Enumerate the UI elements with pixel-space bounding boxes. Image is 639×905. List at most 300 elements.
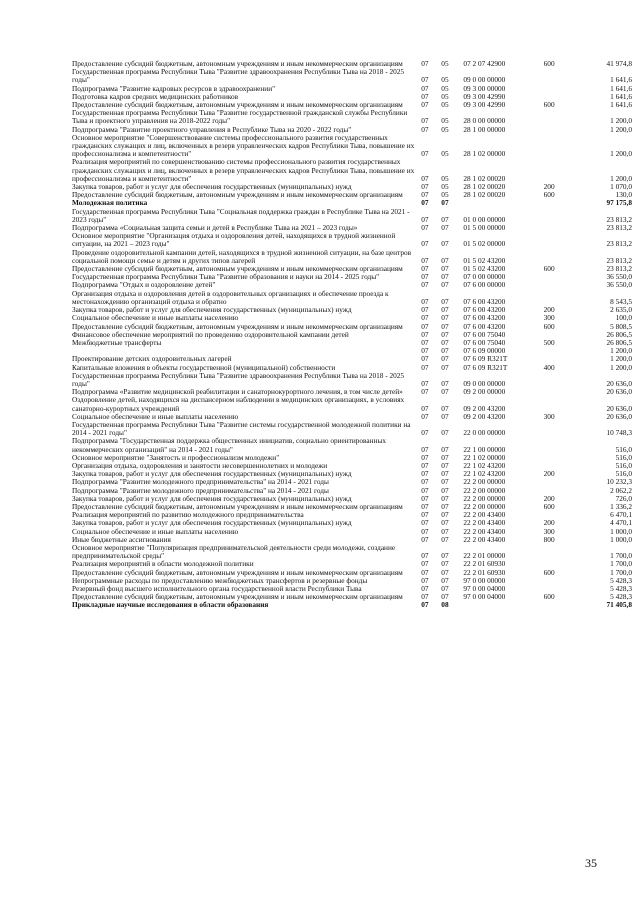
- row-target-article-code: 22 2 00 00000: [463, 501, 506, 511]
- row-target-article-code: 07 6 09 R321T: [463, 354, 508, 364]
- row-amount: 5 428,3: [610, 575, 632, 585]
- row-name: Подпрограмма «Социальная защита семьи и детей в Республике Тыва на 2021 – 2023 годы»: [72, 223, 358, 233]
- row-section-code: 07: [421, 387, 429, 397]
- row-amount: 10 232,3: [606, 477, 632, 487]
- row-section-code: 07: [421, 501, 429, 511]
- row-expense-type-code: [544, 372, 580, 388]
- row-target-article-code: 07 6 00 75040: [463, 329, 506, 339]
- row-section-code: 07: [421, 346, 429, 356]
- row-target-article-code: 09 2 00 00000: [463, 387, 506, 397]
- row-expense-type-code: [544, 577, 580, 585]
- row-amount: 20 636,0: [606, 387, 632, 397]
- row-expense-type-code: [544, 601, 580, 609]
- row-section-code: 07: [421, 477, 429, 487]
- row-section-code: 07: [421, 214, 429, 224]
- page-number: 35: [585, 856, 597, 870]
- row-amount: 23 813,2: [606, 264, 632, 274]
- row-target-article-code: 07 6 00 43200: [463, 321, 506, 331]
- row-expense-type-code: 300: [543, 526, 555, 536]
- row-target-article-code: 01 5 00 00000: [463, 223, 506, 233]
- row-amount: 5 428,3: [610, 584, 632, 593]
- row-expense-type-code: [544, 396, 580, 412]
- row-amount: 1 000,0: [610, 534, 632, 544]
- table-row: [72, 544, 632, 560]
- row-subsection-code: 07: [441, 223, 449, 233]
- row-name: Оздоровление детей, находящихся на диспансерном наблюдении в медицинских организациях, в условиях санаторно-курортных учреждений: [72, 395, 405, 413]
- row-subsection-code: 05: [441, 75, 449, 85]
- row-subsection-code: 07: [441, 567, 449, 577]
- row-expense-type-code: [544, 544, 580, 560]
- row-target-article-code: 09 0 00 00000: [463, 378, 506, 388]
- row-amount: 516,0: [615, 452, 632, 462]
- row-name: Подготовка кадров средних медицинских работников: [72, 91, 239, 101]
- row-subsection-code: 05: [441, 100, 449, 110]
- row-subsection-code: 07: [441, 329, 449, 339]
- row-section-code: 07: [421, 116, 429, 126]
- row-subsection-code: 05: [441, 124, 449, 134]
- row-subsection-code: 07: [441, 411, 449, 421]
- row-amount: 100,0: [615, 313, 632, 323]
- row-amount: 1 641,6: [610, 100, 632, 110]
- row-amount: 516,0: [615, 444, 632, 454]
- row-subsection-code: 07: [441, 346, 449, 356]
- row-expense-type-code: [544, 290, 580, 306]
- row-subsection-code: 05: [441, 91, 449, 101]
- row-subsection-code: 07: [441, 584, 449, 593]
- row-subsection-code: 07: [441, 526, 449, 536]
- row-expense-type-code: 600: [543, 100, 555, 110]
- table-row: [72, 68, 632, 84]
- row-expense-type-code: 600: [543, 567, 555, 577]
- row-section-code: 07: [421, 534, 429, 544]
- row-amount: 23 813,2: [606, 255, 632, 265]
- row-section-code: 07: [421, 223, 429, 233]
- row-section-code: 07: [421, 485, 429, 495]
- table-row: [72, 396, 632, 412]
- row-name: Реализация мероприятий по развитию молодежного предпринимательства: [72, 510, 304, 520]
- table-row: [72, 372, 632, 388]
- row-section-code: 07: [421, 469, 429, 479]
- row-name: Межбюджетные трансферты: [72, 337, 162, 347]
- row-subsection-code: 07: [441, 485, 449, 495]
- row-amount: 20 636,0: [606, 378, 632, 388]
- budget-table-body: [72, 60, 632, 610]
- row-name: Подпрограмма "Развитие молодежного предпринимательства" на 2014 - 2021 годы: [72, 485, 329, 495]
- row-amount: 2 635,0: [610, 305, 632, 315]
- row-target-article-code: 22 2 00 43400: [463, 518, 506, 528]
- row-target-article-code: 07 6 00 43200: [463, 305, 506, 315]
- row-subsection-code: 07: [441, 378, 449, 388]
- row-expense-type-code: [544, 208, 580, 224]
- row-subsection-code: 07: [441, 551, 449, 561]
- row-target-article-code: [463, 601, 543, 609]
- row-target-article-code: 28 1 02 00000: [463, 149, 506, 159]
- row-target-article-code: 09 2 00 43200: [463, 411, 506, 421]
- row-section-code: 07: [421, 149, 429, 159]
- row-amount: 5 808,5: [610, 321, 632, 331]
- row-name: Проектирование детских оздоровительных лагерей: [72, 354, 232, 364]
- row-expense-type-code: [544, 249, 580, 265]
- row-name: Организация отдыха, оздоровления и занятости несовершеннолетних и молодежи: [72, 460, 328, 470]
- row-name: Предоставление субсидий бюджетным, автономным учреждениям и иным некоммерческим организациям: [72, 321, 403, 331]
- row-subsection-code: 07: [441, 255, 449, 265]
- row-subsection-code: 05: [441, 182, 449, 192]
- row-expense-type-code: 200: [543, 305, 555, 315]
- row-expense-type-code: 600: [543, 264, 555, 274]
- row-subsection-code: 07: [441, 305, 449, 315]
- table-row: [72, 290, 632, 306]
- row-section-code: 07: [421, 272, 429, 282]
- row-name: Государственная программа Республики Тыва "Развитие здравоохранения Республики Тыва на 2018 - 2025 годы": [72, 370, 405, 388]
- row-target-article-code: 01 5 02 43200: [463, 255, 506, 265]
- row-section-code: 07: [421, 313, 429, 323]
- row-target-article-code: 22 2 00 43400: [463, 526, 506, 536]
- table-row: [72, 437, 632, 453]
- row-amount: 1 200,0: [610, 124, 632, 134]
- row-target-article-code: 97 0 00 04000: [463, 584, 506, 593]
- row-target-article-code: 22 2 00 43400: [463, 510, 506, 520]
- table-row: [72, 208, 632, 224]
- row-expense-type-code: [544, 109, 580, 125]
- table-row: [72, 601, 632, 609]
- row-name: Основное мероприятие "Популяризация предпринимательской деятельности среди молодежи, создание предпринимательской среды": [72, 542, 396, 561]
- row-section-code: 07: [421, 182, 429, 192]
- row-name: Социальное обеспечение и иные выплаты населению: [72, 313, 239, 323]
- row-target-article-code: 07 6 09 00000: [463, 346, 506, 356]
- row-expense-type-code: [544, 273, 580, 281]
- row-target-article-code: 22 2 00 00000: [463, 477, 506, 487]
- row-section-code: 07: [421, 378, 429, 388]
- row-section-code: 07: [421, 460, 429, 470]
- row-amount: 6 470,1: [610, 510, 632, 520]
- row-amount: 36 550,0: [606, 272, 632, 282]
- row-subsection-code: 07: [441, 198, 449, 208]
- row-section-code: 07: [421, 551, 429, 561]
- table-row: [72, 134, 632, 159]
- row-name: Реализация мероприятий в области молодежной политики: [72, 559, 254, 569]
- row-section-code: 07: [421, 526, 429, 536]
- row-amount: 97 175,8: [606, 198, 632, 208]
- table-row: [72, 191, 632, 199]
- row-section-code: 07: [421, 75, 429, 85]
- row-name: Иные бюджетные ассигнования: [72, 534, 171, 544]
- row-amount: 2 062,2: [610, 485, 632, 495]
- row-expense-type-code: [544, 388, 580, 396]
- row-amount: 130,0: [615, 190, 632, 200]
- row-target-article-code: 09 3 00 00000: [463, 83, 506, 93]
- row-section-code: 07: [421, 124, 429, 134]
- row-section-code: 07: [421, 100, 429, 110]
- row-name: Предоставление субсидий бюджетным, автономным учреждениям и иным некоммерческим организациям: [72, 59, 403, 68]
- row-amount: 8 543,5: [610, 296, 632, 306]
- row-section-code: 07: [421, 91, 429, 101]
- row-amount: 516,0: [615, 460, 632, 470]
- row-expense-type-code: 400: [543, 362, 555, 372]
- row-name: Подпрограмма «Развитие медицинской реабилитации и санаторнокурортного лечения, в том числе детей»: [72, 387, 403, 397]
- row-amount: 23 813,2: [606, 214, 632, 224]
- row-name: Подпрограмма "Развитие кадровых ресурсов в здравоохранении": [72, 83, 276, 93]
- row-section-code: 07: [421, 452, 429, 462]
- row-expense-type-code: 300: [543, 313, 555, 323]
- row-expense-type-code: [544, 68, 580, 84]
- row-subsection-code: 07: [441, 264, 449, 274]
- row-name: Реализация мероприятий по совершенствованию системы профессионального развития государственных гражданских служащих и лиц, включенных в резерв управленческих кадров Республики Тыва, повышение их профессионализма и компетентности": [72, 157, 415, 183]
- row-name: Закупка товаров, работ и услуг для обеспечения государственных (муниципальных) нужд: [72, 469, 352, 479]
- row-subsection-code: 07: [441, 296, 449, 306]
- row-target-article-code: 01 5 02 43200: [463, 264, 506, 274]
- row-amount: 1 200,0: [610, 116, 632, 126]
- table-row: [72, 339, 632, 347]
- row-subsection-code: 07: [441, 460, 449, 470]
- row-subsection-code: 07: [441, 321, 449, 331]
- row-name: Подпрограмма "Государственная поддержка общественных инициатив, социально ориентированных некоммерческих организаций" на 2014 - 2021 годы": [72, 436, 387, 454]
- row-target-article-code: 97 0 00 00000: [463, 575, 506, 585]
- row-subsection-code: 07: [441, 214, 449, 224]
- row-amount: 26 806,5: [606, 329, 632, 339]
- row-name: Подпрограмма "Развитие проектного управления в Республике Тыва на 2020 - 2022 годы": [72, 124, 352, 134]
- row-subsection-code: 07: [441, 387, 449, 397]
- row-subsection-code: 07: [441, 362, 449, 372]
- row-target-article-code: 01 5 02 00000: [463, 239, 506, 249]
- row-name: Государственная программа Республики Тыва "Развитие системы государственной молодежной политики на 2014 - 2021 годы": [72, 419, 411, 438]
- row-subsection-code: 07: [441, 592, 449, 602]
- row-amount: 1 200,0: [610, 346, 632, 356]
- row-name: Основное мероприятие "Совершенствование системы профессионального развития государственных гражданских служащих и лиц, включенных в резерв управленческих кадров Республики Тыва, повышение их профессионализма и компетентности": [72, 132, 415, 159]
- row-subsection-code: 07: [441, 501, 449, 511]
- row-name: Закупка товаров, работ и услуг для обеспечения государственных (муниципальных) нужд: [72, 182, 352, 192]
- row-expense-type-code: 300: [543, 411, 555, 421]
- row-section-code: 07: [421, 493, 429, 503]
- row-section-code: 07: [421, 567, 429, 577]
- row-target-article-code: 22 1 00 00000: [463, 444, 506, 454]
- row-subsection-code: 07: [441, 534, 449, 544]
- row-target-article-code: 07 2 07 42900: [463, 59, 506, 68]
- row-name: Государственная программа Республики Тыва "Социальная поддержка граждан в Республике Тыва на 2021 - 2023 годы": [72, 206, 410, 224]
- row-expense-type-code: [544, 134, 580, 159]
- row-amount: 26 806,5: [606, 337, 632, 347]
- row-section-code: 07: [421, 337, 429, 347]
- row-section-code: 07: [421, 173, 429, 183]
- row-name: Подпрограмма "Отдых и оздоровление детей": [72, 280, 216, 290]
- row-section-code: 07: [421, 428, 429, 438]
- row-amount: 516,0: [615, 469, 632, 479]
- row-target-article-code: 22 2 00 00000: [463, 493, 506, 503]
- row-name: Подпрограмма "Развитие молодежного предпринимательства" на 2014 - 2021 годы: [72, 477, 329, 487]
- row-section-code: 07: [421, 575, 429, 585]
- row-expense-type-code: [544, 199, 580, 207]
- row-target-article-code: 28 0 00 00000: [463, 116, 506, 126]
- row-section-code: 07: [421, 280, 429, 290]
- row-name: Молодежная политика: [72, 198, 148, 208]
- row-amount: 10 748,3: [606, 428, 632, 438]
- row-target-article-code: 22 0 00 00000: [463, 428, 506, 438]
- row-section-code: 07: [421, 305, 429, 315]
- row-section-code: 07: [421, 510, 429, 520]
- row-name: Предоставление субсидий бюджетным, автономным учреждениям и иным некоммерческим организациям: [72, 567, 403, 577]
- row-subsection-code: 07: [441, 575, 449, 585]
- row-target-article-code: 07 6 00 43200: [463, 296, 506, 306]
- row-target-article-code: 22 2 01 60930: [463, 567, 506, 577]
- row-expense-type-code: 800: [543, 534, 555, 544]
- row-name: Непрограммные расходы по предоставлению межбюджетных трансфертов и резервные фонды: [72, 575, 368, 585]
- row-subsection-code: 08: [441, 600, 449, 610]
- row-name: Основное мероприятие "Занятость и профессионализм молодежи": [72, 452, 280, 462]
- row-amount: 1 200,0: [610, 362, 632, 372]
- row-amount: 1 336,2: [610, 501, 632, 511]
- row-target-article-code: 28 1 02 00020: [463, 182, 506, 192]
- row-expense-type-code: 600: [543, 190, 555, 200]
- row-subsection-code: 07: [441, 444, 449, 454]
- row-target-article-code: 22 1 02 00000: [463, 452, 506, 462]
- row-expense-type-code: 600: [543, 321, 555, 331]
- row-expense-type-code: [544, 232, 580, 248]
- row-subsection-code: 07: [441, 477, 449, 487]
- row-amount: 1 641,6: [610, 83, 632, 93]
- row-expense-type-code: 600: [543, 59, 555, 68]
- row-section-code: 07: [421, 362, 429, 372]
- row-subsection-code: 07: [441, 354, 449, 364]
- row-target-article-code: 28 1 00 00000: [463, 124, 506, 134]
- row-section-code: 07: [421, 198, 429, 208]
- row-name: Предоставление субсидий бюджетным, автономным учреждениям и иным некоммерческим организациям: [72, 100, 403, 110]
- row-target-article-code: 07 6 00 00000: [463, 280, 506, 290]
- row-expense-type-code: [544, 347, 580, 355]
- row-expense-type-code: 600: [543, 501, 555, 511]
- table-row: [72, 109, 632, 125]
- row-name: Закупка товаров, работ и услуг для обеспечения государственных (муниципальных) нужд: [72, 305, 352, 315]
- row-name: Закупка товаров, работ и услуг для обеспечения государственных (муниципальных) нужд: [72, 493, 352, 503]
- row-target-article-code: 22 1 02 43200: [463, 469, 506, 479]
- row-section-code: 07: [421, 329, 429, 339]
- row-section-code: 07: [421, 518, 429, 528]
- row-subsection-code: 07: [441, 272, 449, 282]
- row-section-code: 07: [421, 444, 429, 454]
- row-target-article-code: 09 3 00 42990: [463, 100, 506, 110]
- row-subsection-code: 07: [441, 452, 449, 462]
- row-subsection-code: 07: [441, 337, 449, 347]
- row-section-code: 07: [421, 592, 429, 602]
- row-amount: 1 070,0: [610, 182, 632, 192]
- row-target-article-code: [463, 199, 543, 207]
- row-expense-type-code: [544, 224, 580, 232]
- row-target-article-code: 09 0 00 00000: [463, 75, 506, 85]
- row-expense-type-code: [544, 478, 580, 486]
- row-name: Прикладные научные исследования в области образования: [72, 600, 269, 610]
- row-target-article-code: 22 2 01 00000: [463, 551, 506, 561]
- row-subsection-code: 05: [441, 190, 449, 200]
- row-section-code: 07: [421, 321, 429, 331]
- row-name: Предоставление субсидий бюджетным, автономным учреждениям и иным некоммерческим организациям: [72, 190, 403, 200]
- row-name: Финансовое обеспечение мероприятий по проведению оздоровительной кампании детей: [72, 329, 349, 339]
- row-amount: 36 550,0: [606, 280, 632, 290]
- row-amount: 1 200,0: [610, 173, 632, 183]
- row-target-article-code: 28 1 02 00020: [463, 190, 506, 200]
- row-target-article-code: 09 2 00 43200: [463, 403, 506, 413]
- row-subsection-code: 07: [441, 313, 449, 323]
- table-row: [72, 421, 632, 437]
- row-section-code: 07: [421, 296, 429, 306]
- row-subsection-code: 07: [441, 493, 449, 503]
- row-amount: 5 428,3: [610, 592, 632, 602]
- row-expense-type-code: [544, 126, 580, 134]
- row-name: Основное мероприятие "Организация отдыха и оздоровления детей, находящихся в трудной жизненной ситуации, на 2021 – 2023 годы": [72, 231, 396, 249]
- row-name: Государственная программа Республики Тыва "Развитие образования и науки на 2014 - 2025 годы": [72, 272, 380, 282]
- budget-document: [0, 60, 639, 610]
- row-expense-type-code: 200: [543, 493, 555, 503]
- row-section-code: 07: [421, 600, 429, 610]
- row-expense-type-code: 600: [543, 592, 555, 602]
- row-name: Социальное обеспечение и иные выплаты населению: [72, 411, 239, 421]
- row-amount: 1 641,6: [610, 75, 632, 85]
- row-target-article-code: 01 0 00 00000: [463, 214, 506, 224]
- row-amount: 1 000,0: [610, 526, 632, 536]
- row-amount: 1 200,0: [610, 354, 632, 364]
- row-section-code: 07: [421, 411, 429, 421]
- row-section-code: 07: [421, 190, 429, 200]
- row-subsection-code: 07: [441, 280, 449, 290]
- row-expense-type-code: 200: [543, 182, 555, 192]
- row-subsection-code: 07: [441, 559, 449, 569]
- row-amount: 726,0: [615, 493, 632, 503]
- budget-table: [72, 60, 632, 610]
- row-target-article-code: 22 1 02 43200: [463, 460, 506, 470]
- row-name: Государственная программа Республики Тыва "Развитие государственной гражданской службы Республики Тыва и проектного управления на 2018-2022 годы": [72, 108, 408, 126]
- row-subsection-code: 07: [441, 518, 449, 528]
- row-name: Предоставление субсидий бюджетным, автономным учреждениям и иным некоммерческим организациям: [72, 592, 403, 602]
- table-row: [72, 158, 632, 183]
- row-target-article-code: 07 0 00 00000: [463, 272, 506, 282]
- row-section-code: 07: [421, 584, 429, 593]
- row-target-article-code: 07 6 00 43200: [463, 313, 506, 323]
- row-subsection-code: 07: [441, 239, 449, 249]
- row-expense-type-code: 500: [543, 337, 555, 347]
- row-expense-type-code: [544, 158, 580, 183]
- table-row: [72, 249, 632, 265]
- row-expense-type-code: [544, 437, 580, 453]
- row-amount: 71 405,8: [606, 600, 632, 610]
- row-target-article-code: 28 1 02 00020: [463, 173, 506, 183]
- row-section-code: 07: [421, 239, 429, 249]
- row-expense-type-code: [544, 421, 580, 437]
- row-section-code: 07: [421, 59, 429, 68]
- row-target-article-code: 09 3 00 42990: [463, 91, 506, 101]
- row-amount: 23 813,2: [606, 239, 632, 249]
- row-name: Предоставление субсидий бюджетным, автономным учреждениям и иным некоммерческим организациям: [72, 264, 403, 274]
- row-section-code: 07: [421, 255, 429, 265]
- row-amount: 20 636,0: [606, 411, 632, 421]
- row-amount: 20 636,0: [606, 403, 632, 413]
- row-section-code: 07: [421, 403, 429, 413]
- row-section-code: 07: [421, 83, 429, 93]
- row-amount: 4 470,1: [610, 518, 632, 528]
- row-name: Резервный фонд высшего исполнительного органа государственной власти Республики Тыва: [72, 584, 362, 593]
- row-expense-type-code: 200: [543, 518, 555, 528]
- row-name: Государственная программа Республики Тыва "Развитие здравоохранения Республики Тыва на 2018 - 2025 годы": [72, 67, 405, 85]
- row-name: Организация отдыха и оздоровления детей в оздоровительных организациях и обеспечение проезда к местонахождению организаций отдыха и обратно: [72, 288, 389, 306]
- row-amount: 41 974,8: [606, 59, 632, 68]
- row-subsection-code: 05: [441, 116, 449, 126]
- row-target-article-code: 22 2 00 00000: [463, 485, 506, 495]
- row-name: Предоставление субсидий бюджетным, автономным учреждениям и иным некоммерческим организациям: [72, 501, 403, 511]
- row-subsection-code: 07: [441, 510, 449, 520]
- row-subsection-code: 05: [441, 59, 449, 68]
- row-subsection-code: 07: [441, 469, 449, 479]
- row-amount: 1 200,0: [610, 149, 632, 159]
- row-target-article-code: 07 6 00 75040: [463, 337, 506, 347]
- row-target-article-code: 07 6 09 R321T: [463, 362, 508, 372]
- row-target-article-code: 22 2 00 43400: [463, 534, 506, 544]
- row-amount: 1 700,0: [610, 567, 632, 577]
